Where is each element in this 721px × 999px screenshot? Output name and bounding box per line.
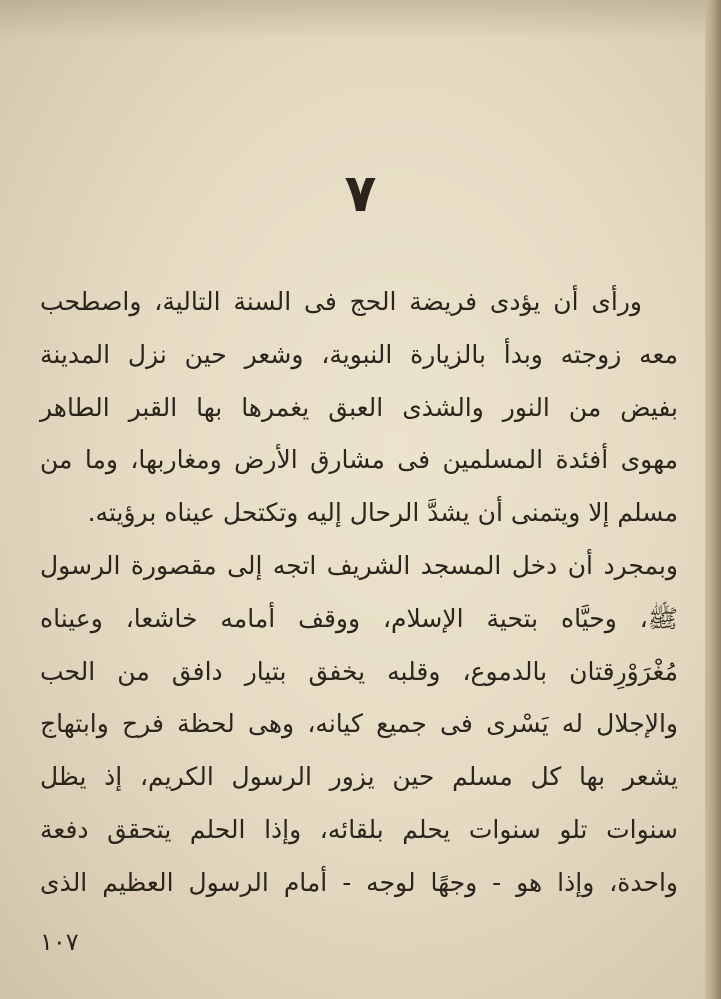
text-line: ﷺ، وحيَّاه بتحية الإسلام، ووقف أمامه خاشعا، وعيناه xyxy=(40,603,678,633)
page-edge xyxy=(705,0,721,999)
text-line: واحدة، وإذا هو - وجهًا لوجه - أمام الرسول العظيم الذى xyxy=(40,867,678,897)
text-line: مُغْرَوْرِقتان بالدموع، وقلبه يخفق بتيار دافق من الحب xyxy=(40,656,678,686)
text-line: سنوات تلو سنوات يحلم بلقائه، وإذا الحلم يتحقق دفعة xyxy=(40,814,678,844)
text-line: والإجلال له يَسْرى فى جميع كيانه، وهى لحظة فرح وابتهاج xyxy=(40,709,678,739)
text-line: يشعر بها كل مسلم حين يزور الرسول الكريم، إذ يظل xyxy=(40,762,678,792)
text-line: مهوى أفئدة المسلمين فى مشارق الأرض ومغاربها، وما من xyxy=(40,445,678,475)
body-text xyxy=(40,276,678,910)
page-top-shadow xyxy=(0,0,721,40)
text-line: وبمجرد أن دخل المسجد الشريف اتجه إلى مقصورة الرسول xyxy=(40,550,678,580)
text-line: ورأى أن يؤدى فريضة الحج فى السنة التالية، واصطحب xyxy=(40,287,642,316)
chapter-number: ٧ xyxy=(344,164,377,224)
text-line: مسلم إلا ويتمنى أن يشدَّ الرحال إليه وتكتحل عيناه برؤيته. xyxy=(87,498,678,528)
text-line: معه زوجته وبدأ بالزيارة النبوية، وشعر حين نزل المدينة xyxy=(40,339,678,369)
page-number: ١٠٧ xyxy=(40,928,79,956)
text-line: بفيض من النور والشذى العبق يغمرها بها القبر الطاهر xyxy=(40,392,678,422)
